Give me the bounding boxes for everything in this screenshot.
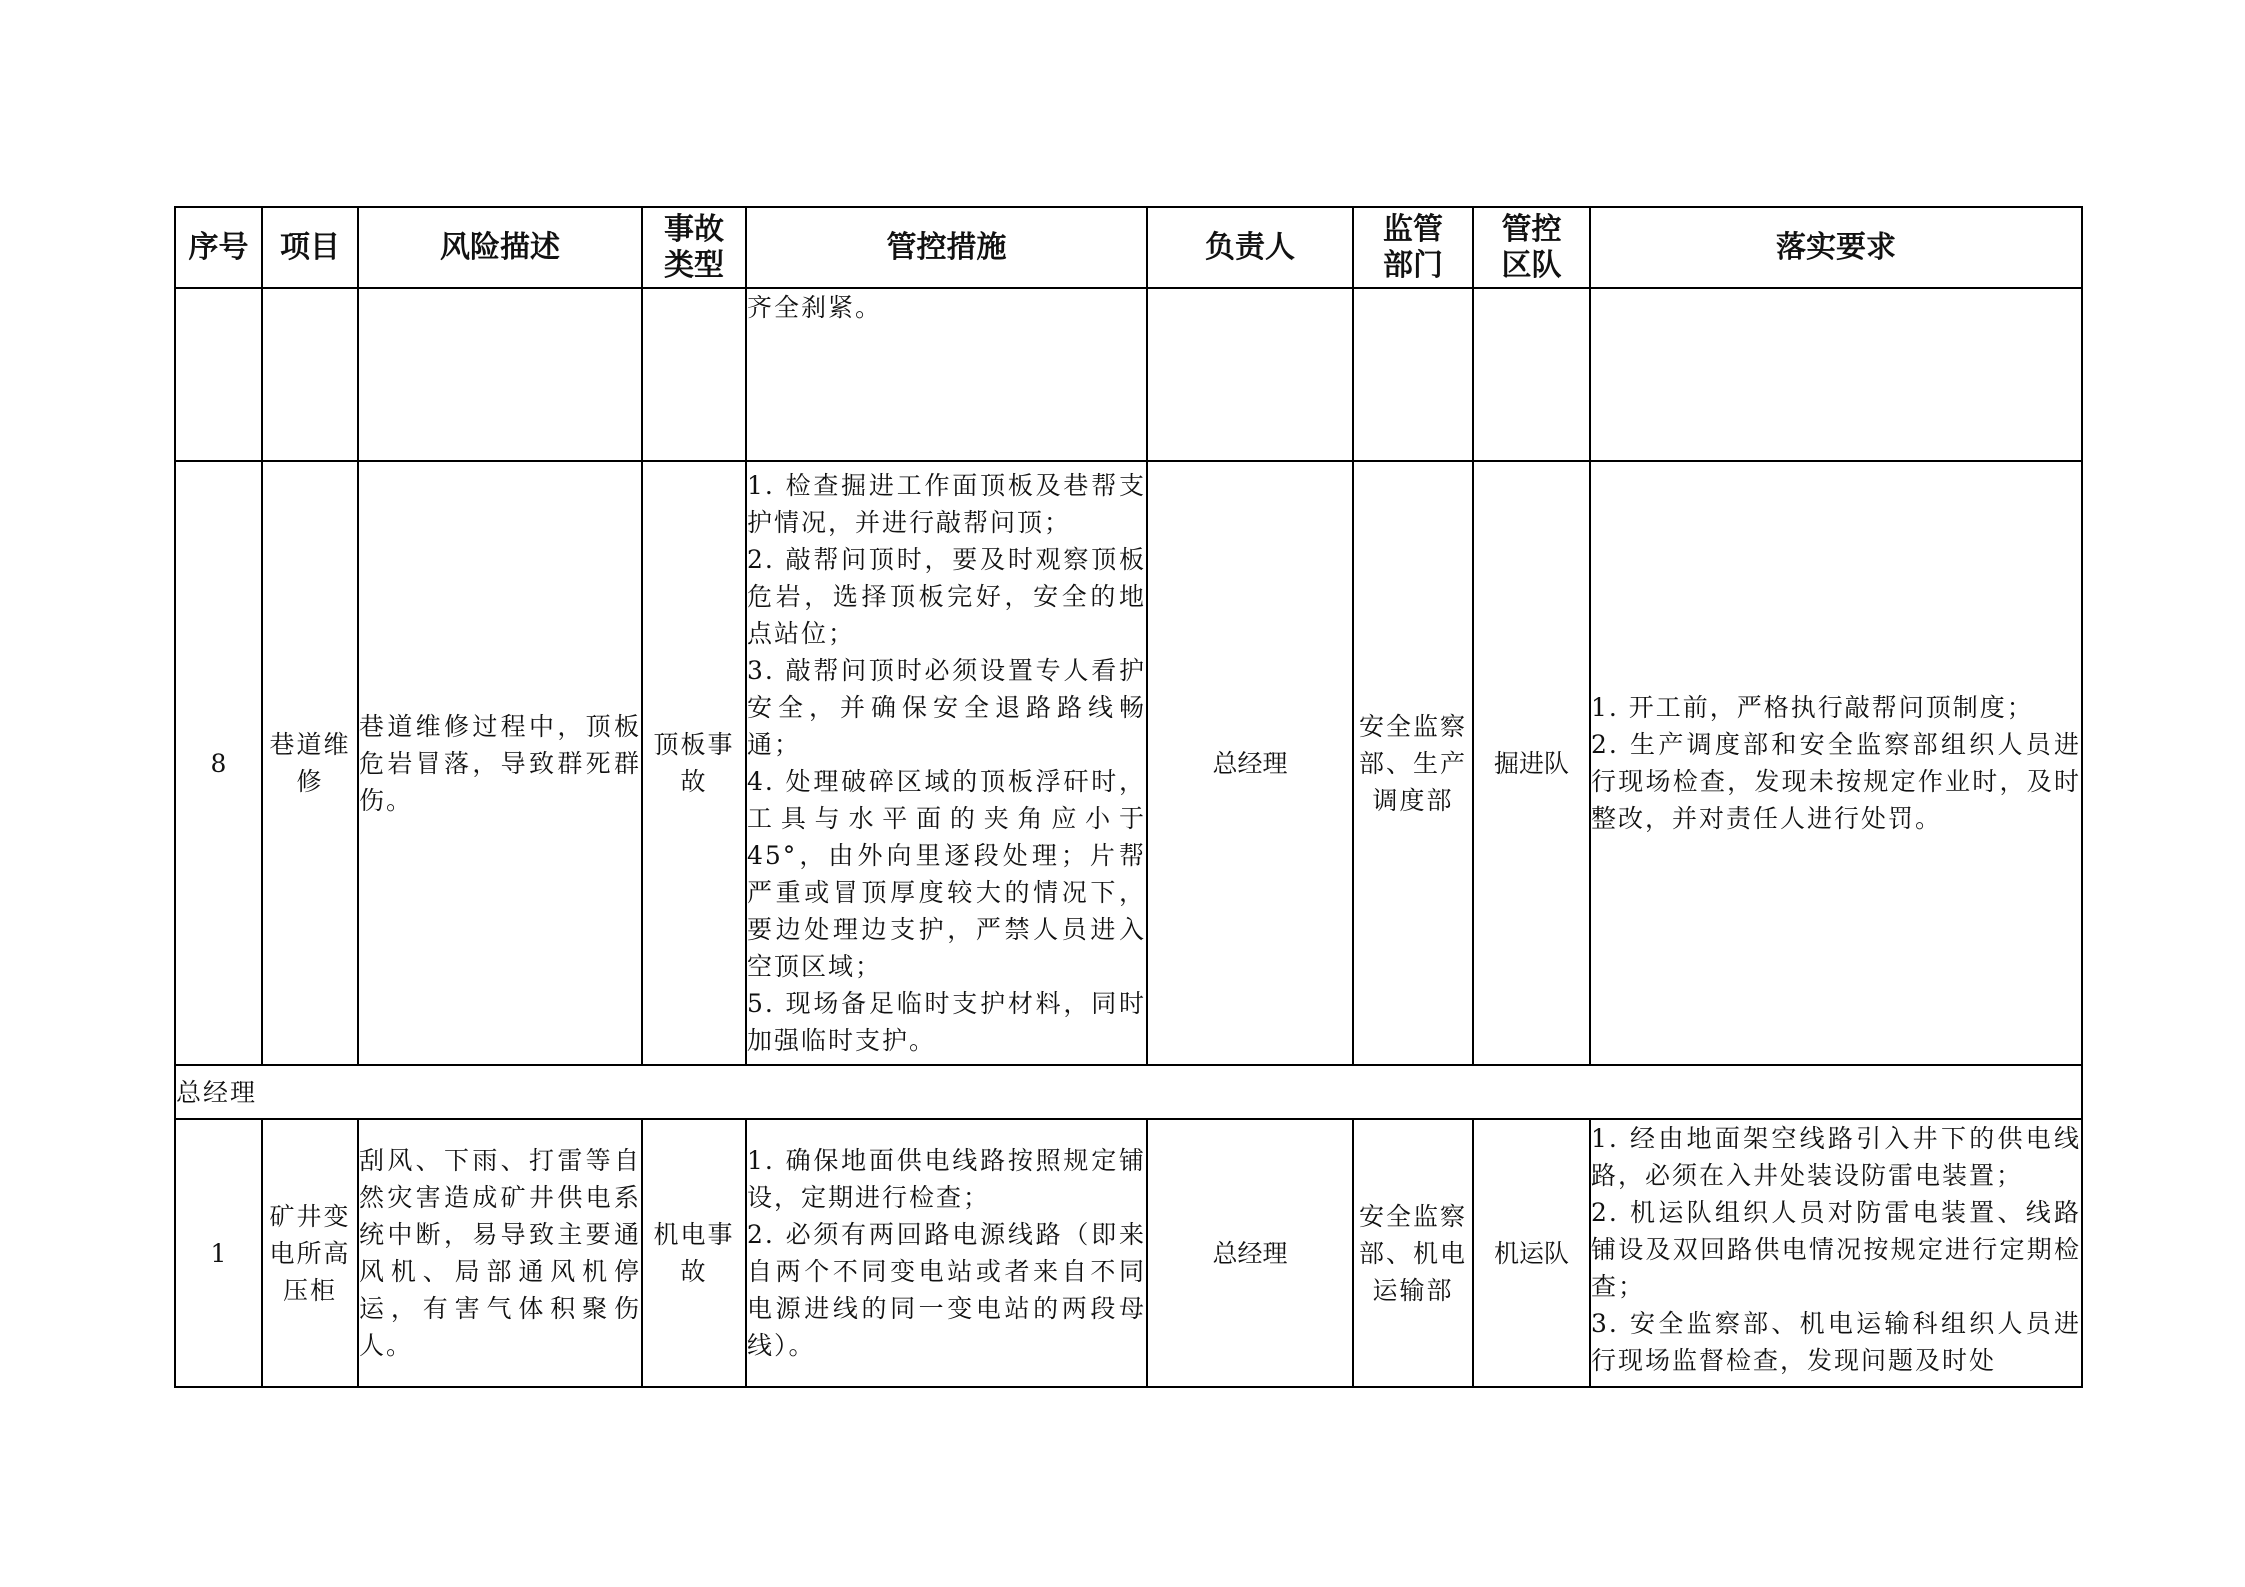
supervise-dept-cell: 安全监察部、生产调度部 xyxy=(1353,461,1473,1065)
header-line: 管控 xyxy=(1501,211,1562,247)
table-row-1 xyxy=(175,1119,2082,1387)
header-requirements: 落实要求 xyxy=(1590,207,2082,288)
header-accident-type xyxy=(642,207,746,288)
row-number: 8 xyxy=(175,461,262,1065)
header-item: 项目 xyxy=(262,207,358,288)
header-measures: 管控措施 xyxy=(746,207,1147,288)
section-row xyxy=(175,1065,2082,1119)
header-risk: 风险描述 xyxy=(358,207,642,288)
requirement-item: 1. 开工前，严格执行敲帮问顶制度； xyxy=(1591,693,2034,722)
measure-item: 1. 确保地面供电线路按照规定铺设，定期进行检查； xyxy=(747,1146,1146,1212)
measure-item: 2. 敲帮问顶时，要及时观察顶板危岩，选择顶板完好，安全的地点站位； xyxy=(747,545,1146,648)
table-row-continuation xyxy=(175,288,2082,461)
control-team-cell: 掘进队 xyxy=(1473,461,1590,1065)
requirement-item: 1. 经由地面架空线路引入井下的供电线路，必须在入井处装设防雷电装置； xyxy=(1591,1124,2081,1190)
header-line: 类型 xyxy=(664,247,724,283)
header-owner: 负责人 xyxy=(1147,207,1353,288)
header-row xyxy=(175,207,2082,288)
measures-cell xyxy=(746,461,1147,1065)
measure-item: 4. 处理破碎区域的顶板浮矸时，工具与水平面的夹角应小于45°，由外向里逐段处理；片帮严重或冒顶厚度较大的情况下，要边处理边支护，严禁人员进入空顶区域； xyxy=(747,767,1146,981)
measure-item: 3. 敲帮问顶时必须设置专人看护安全，并确保安全退路路线畅通； xyxy=(747,656,1146,759)
risk-control-table xyxy=(174,206,2083,1388)
supervise-dept-cell: 安全监察部、机电运输部 xyxy=(1353,1119,1473,1387)
owner-cell: 总经理 xyxy=(1147,1119,1353,1387)
header-control-team xyxy=(1473,207,1590,288)
requirement-item: 2. 机运队组织人员对防雷电装置、线路铺设及双回路供电情况按规定进行定期检查； xyxy=(1591,1198,2081,1301)
table-row-8 xyxy=(175,461,2082,1065)
header-line: 事故 xyxy=(664,211,724,247)
header-line: 部门 xyxy=(1383,247,1443,283)
item-cell: 矿井变电所高压柜 xyxy=(262,1119,358,1387)
accident-type-cell: 机电事故 xyxy=(642,1119,746,1387)
header-no: 序号 xyxy=(175,207,262,288)
measures-cell xyxy=(746,1119,1147,1387)
item-cell: 巷道维修 xyxy=(262,461,358,1065)
row-number: 1 xyxy=(175,1119,262,1387)
header-supervise-dept xyxy=(1353,207,1473,288)
risk-cell: 巷道维修过程中，顶板危岩冒落，导致群死群伤。 xyxy=(358,461,642,1065)
measure-item: 5. 现场备足临时支护材料，同时加强临时支护。 xyxy=(747,989,1146,1055)
requirements-cell xyxy=(1590,1119,2082,1387)
section-label: 总经理 xyxy=(175,1065,2082,1119)
accident-type-cell: 顶板事故 xyxy=(642,461,746,1065)
requirement-item: 3. 安全监察部、机电运输科组织人员进行现场监督检查，发现问题及时处 xyxy=(1591,1309,2081,1375)
measure-item: 1. 检查掘进工作面顶板及巷帮支护情况，并进行敲帮问顶； xyxy=(747,471,1146,537)
header-line: 区队 xyxy=(1501,247,1562,283)
header-line: 监管 xyxy=(1383,211,1443,247)
measure-item: 2. 必须有两回路电源线路（即来自两个不同变电站或者来自不同电源进线的同一变电站的两段母线）。 xyxy=(747,1220,1146,1360)
requirement-item: 2. 生产调度部和安全监察部组织人员进行现场检查，发现未按规定作业时，及时整改，并对责任人进行处罚。 xyxy=(1591,730,2081,833)
owner-cell: 总经理 xyxy=(1147,461,1353,1065)
risk-cell: 刮风、下雨、打雷等自然灾害造成矿井供电系统中断，易导致主要通风机、局部通风机停运，有害气体积聚伤人。 xyxy=(358,1119,642,1387)
requirements-cell xyxy=(1590,461,2082,1065)
measures-cell: 齐全刹紧。 xyxy=(746,288,1147,461)
control-team-cell: 机运队 xyxy=(1473,1119,1590,1387)
